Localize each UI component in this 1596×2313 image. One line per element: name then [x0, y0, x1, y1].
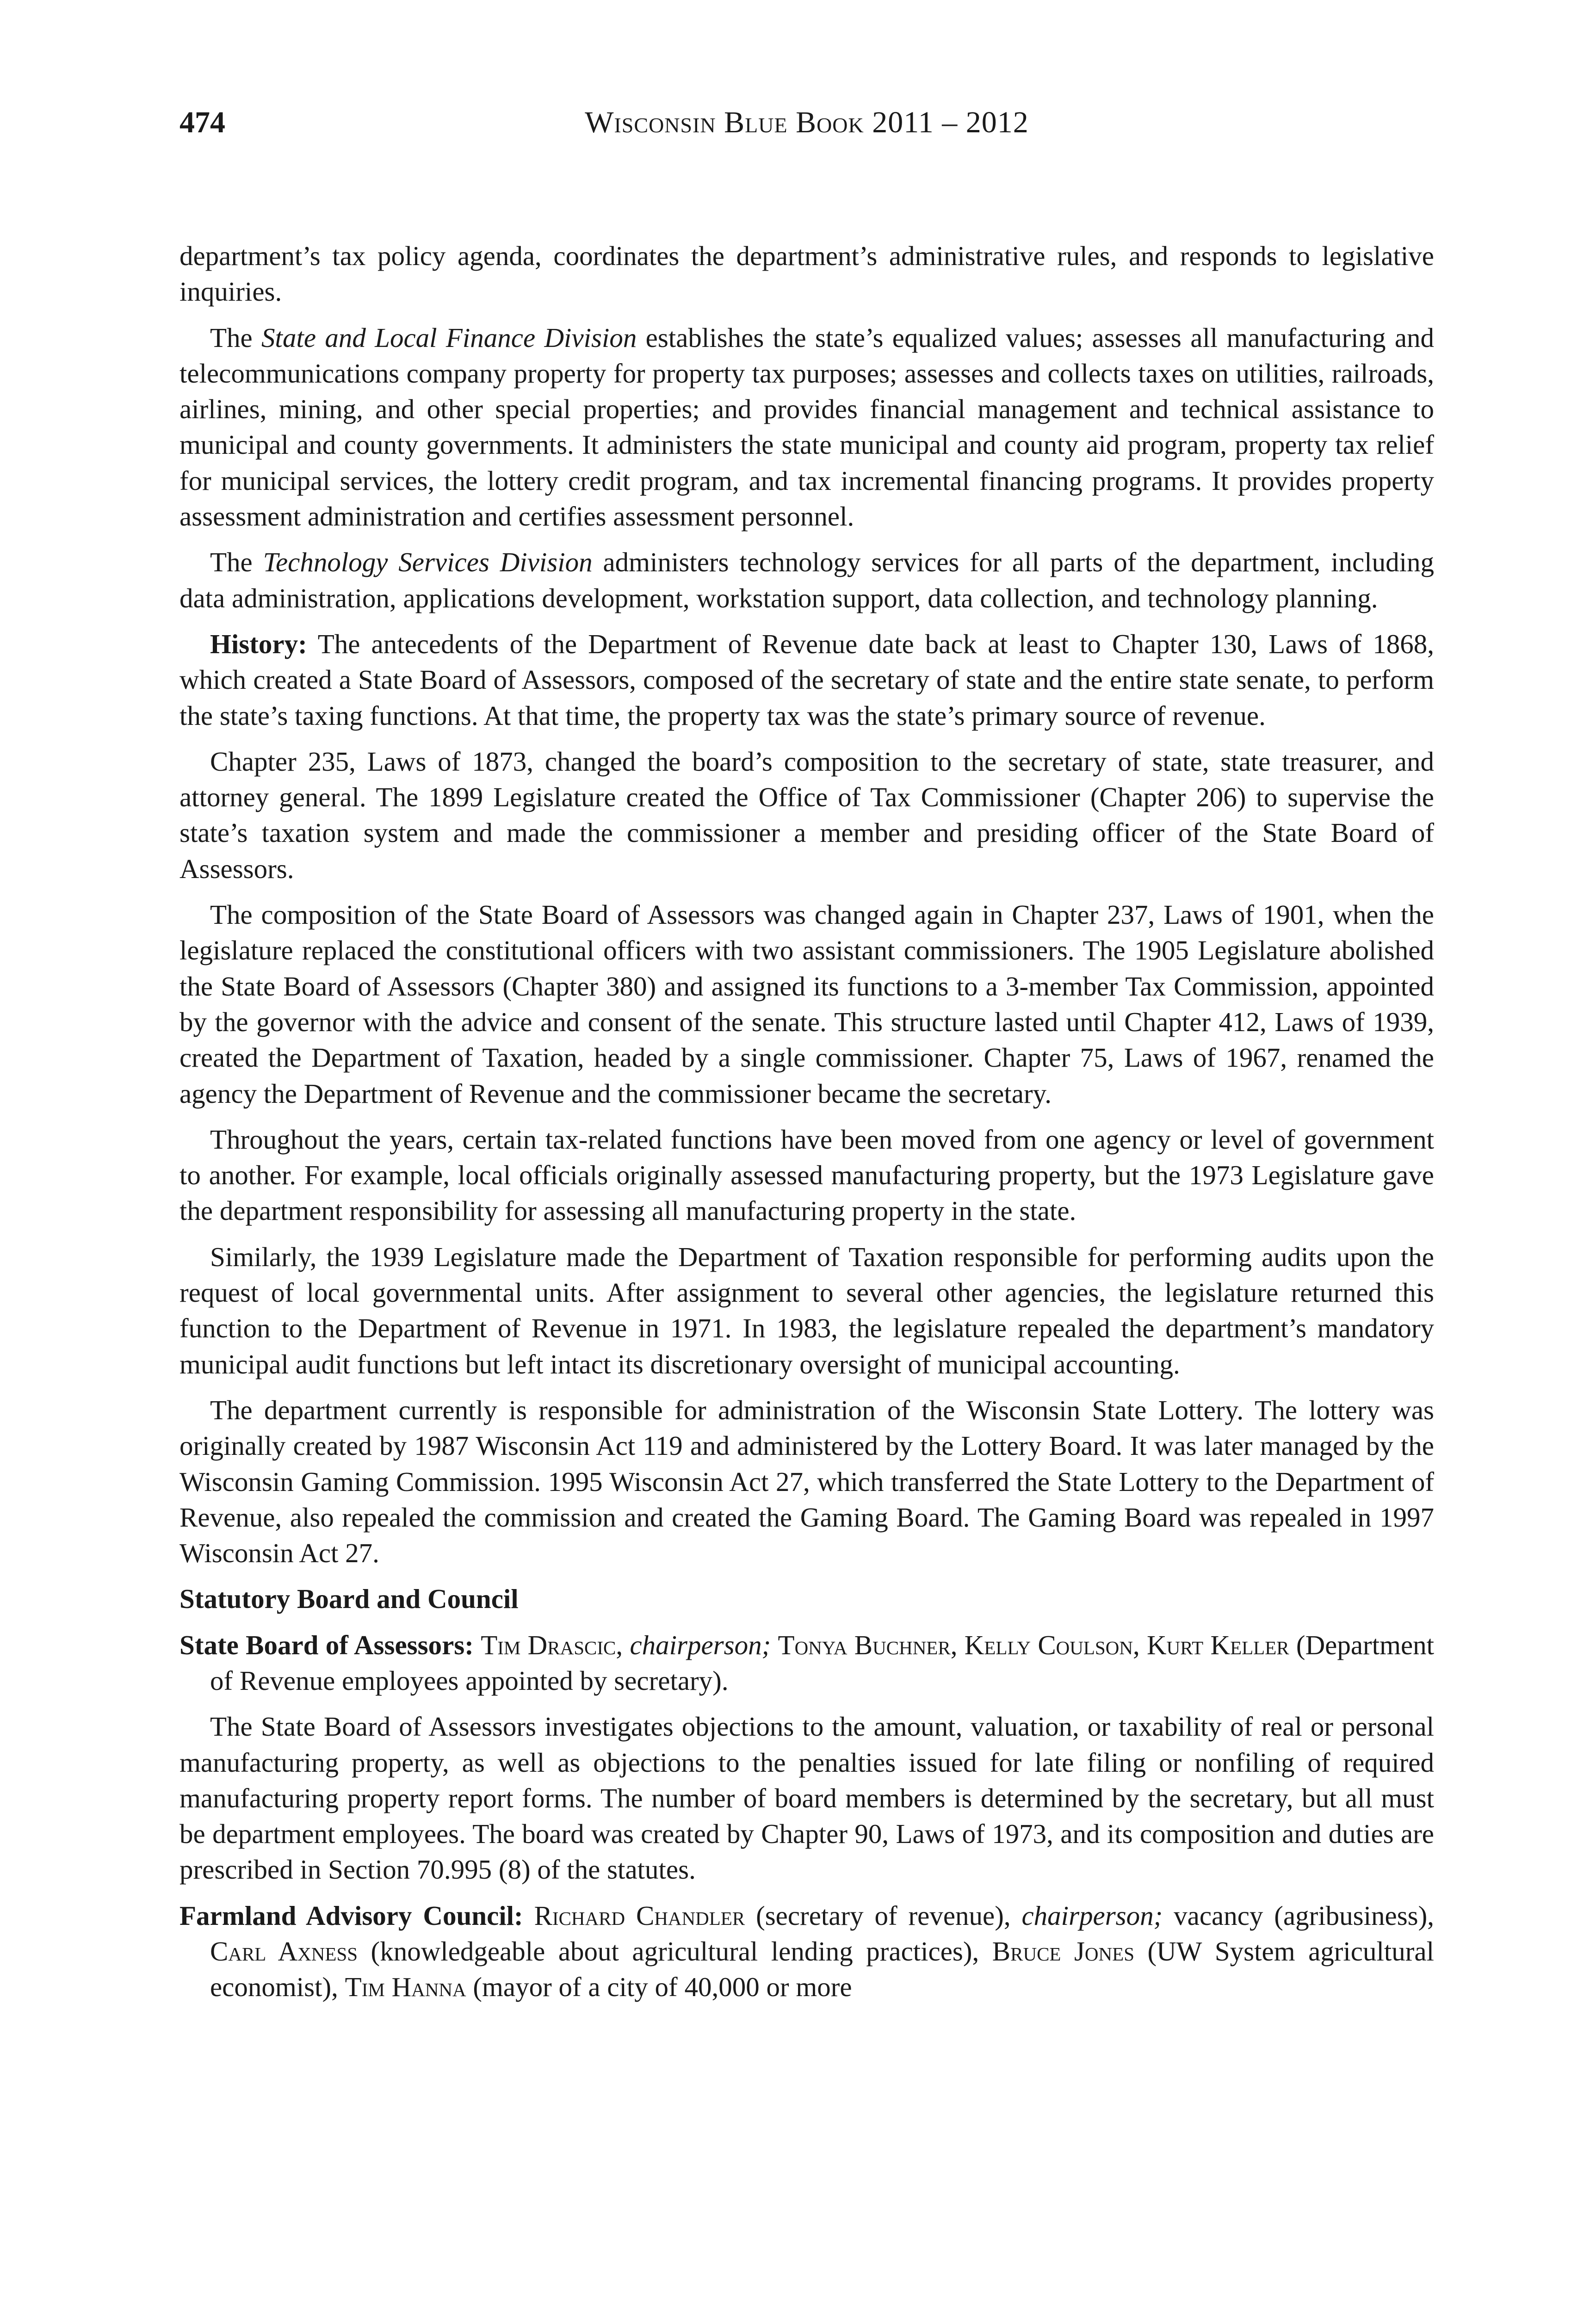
history-label: History: [210, 628, 307, 659]
entry-state-board-of-assessors: State Board of Assessors: Tim Drascic, chairperson; Tonya Buchner, Kelly Coulson, Kurt Keller (Department of Revenue employees appointed by secretary). [179, 1629, 1435, 1696]
paragraph-lottery: The department currently is responsible for administration of the Wisconsin State Lottery. The lottery was originally created by 1987 Wisconsin Act 119 and administered by the Lottery Board. It was later managed by the Wisconsin Gaming Commission. 1995 Wisconsin Act 27, which transferred the State Lottery to the Department of Revenue, also repealed the commission and created the Gaming Board. The Gaming Board was repealed in 1997 Wisconsin Act 27. [179, 1394, 1434, 1569]
paragraph-assessors-description: The State Board of Assessors investigates objections to the amount, valuation, or taxability of real or personal manufacturing property, as well as objections to the penalties issued for late filing or nonfiling of required manufacturing property report forms. The number of board members is determined by the secretary, but all must be department employees. The board was created by Chapter 90, Laws of 1973, and its composition and duties are prescribed in Section 70.995 (8) of the statutes. [179, 1711, 1434, 1885]
page-header [179, 97, 1434, 148]
section-heading: Statutory Board and Council [179, 1583, 519, 1614]
paragraph-audits: Similarly, the 1939 Legislature made the Department of Taxation responsible for performing audits upon the request of local governmental units. After assignment to several other agencies, the legislature returned this function to the Department of Revenue in 1971. In 1983, the legislature repealed the department’s mandatory municipal audit functions but left intact its discretionary oversight of municipal accounting. [179, 1241, 1434, 1379]
division-name-technology-services: Technology Services Division [263, 547, 593, 578]
body-text [179, 238, 1434, 2005]
entry-label: Farmland Advisory Council: [179, 1900, 523, 1931]
book-page [179, 97, 1434, 2005]
paragraph-1873: Chapter 235, Laws of 1873, changed the board’s composition to the secretary of state, state treasurer, and attorney general. The 1899 Legislature created the Office of Tax Commissioner (Chapter 206) to supervise the state’s taxation system and made the commissioner a member and presiding officer of the State Board of Assessors. [179, 746, 1434, 884]
paragraph-technology-services: The Technology Services Division administers technology services for all parts of the department, including data administration, applications development, workstation support, data collection, and technology planning. [179, 547, 1434, 613]
page-number: 474 [179, 105, 225, 139]
entry-farmland-advisory-council: Farmland Advisory Council: Richard Chandler (secretary of revenue), chairperson; vacancy (agribusiness), Carl Axness (knowledgeable about agricultural lending practices), Bruce Jones (UW System agricultural economist), Tim Hanna (mayor of a city of 40,000 or more [179, 1900, 1435, 2003]
paragraph-composition: The composition of the State Board of Assessors was changed again in Chapter 237, Laws of 1901, when the legislature replaced the constitutional officers with two assistant commissioners. The 1905 Legislature abolished the State Board of Assessors (Chapter 380) and assigned its functions to a 3-member Tax Commission, appointed by the governor with the advice and consent of the senate. This structure lasted until Chapter 412, Laws of 1939, created the Department of Taxation, headed by a single commissioner. Chapter 75, Laws of 1967, renamed the agency the Department of Revenue and the commissioner became the secretary. [179, 899, 1434, 1109]
running-head: Wisconsin Blue Book 2011 – 2012 [585, 105, 1029, 139]
paragraph-history: History: The antecedents of the Department of Revenue date back at least to Chapter 130, Laws of 1868, which created a State Board of Assessors, composed of the secretary of state and the entire state senate, to perform the state’s taxing functions. At that time, the property tax was the state’s primary source of revenue. [179, 628, 1434, 731]
paragraph-continuation: department’s tax policy agenda, coordinates the department’s administrative rules, and responds to legislative inquiries. [179, 241, 1434, 307]
entry-label: State Board of Assessors: [179, 1629, 474, 1660]
paragraph-state-local-finance: The State and Local Finance Division establishes the state’s equalized values; assesses all manufacturing and telecommunications company property for property tax purposes; assesses and collects taxes on utilities, railroads, airlines, mining, and other special properties; and provides financial management and technical assistance to municipal and county governments. It administers the state municipal and county aid program, property tax relief for municipal services, the lottery credit program, and tax incremental financing programs. It provides property assessment administration and certifies assessment personnel. [179, 322, 1435, 532]
division-name-state-local-finance: State and Local Finance Division [261, 322, 637, 353]
paragraph-functions-moved: Throughout the years, certain tax-related functions have been moved from one agency or level of government to another. For example, local officials originally assessed manufacturing property, but the 1973 Legislature gave the department responsibility for assessing all manufacturing property in the state. [179, 1124, 1434, 1226]
